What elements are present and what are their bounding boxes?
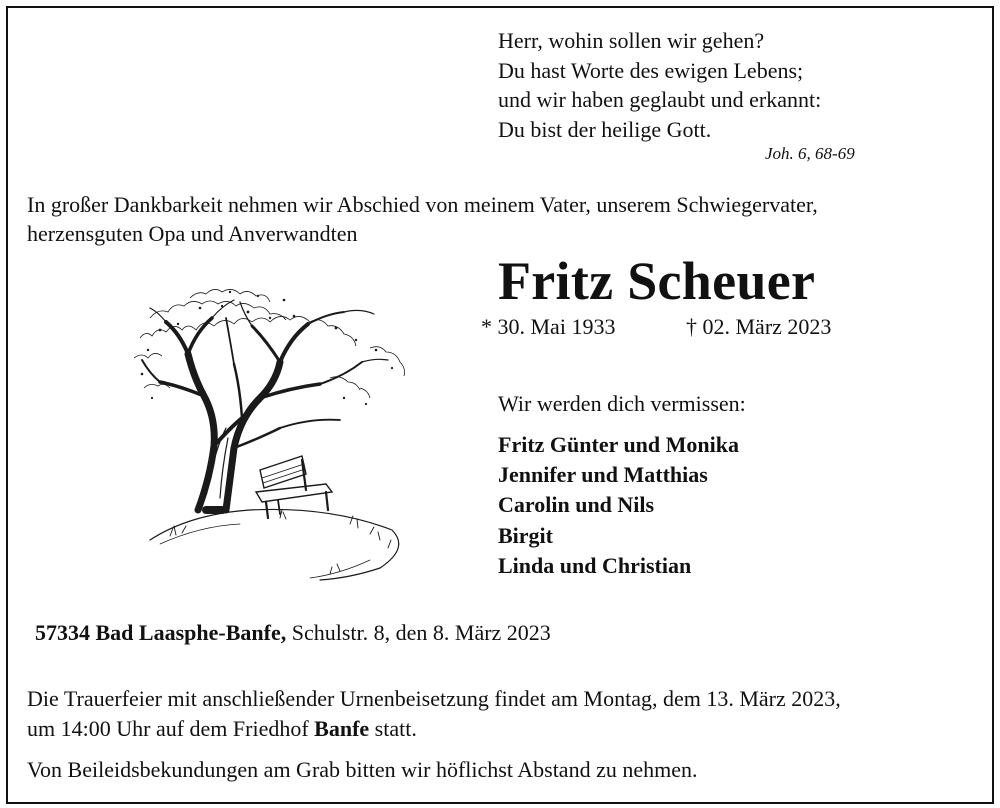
funeral-line-end: statt.	[369, 715, 417, 741]
deceased-name: Fritz Scheuer	[498, 251, 816, 311]
intro-line: In großer Dankbarkeit nehmen wir Abschied von meinem Vater, unserem Schwiegervater,	[27, 192, 818, 217]
funeral-notice	[27, 684, 841, 743]
birth-date: * 30. Mai 1933	[481, 314, 616, 339]
funeral-line-start: um 14:00 Uhr auf dem Friedhof	[27, 715, 315, 741]
verse-line: und wir haben geglaubt und erkannt:	[498, 87, 822, 112]
mourner-list	[498, 430, 739, 581]
mourner-name: Fritz Günter und Monika	[498, 432, 740, 457]
condolence-note: Von Beileidsbekundungen am Grab bitten wir höflichst Abstand zu nehmen.	[27, 757, 698, 782]
address-place: 57334 Bad Laasphe-Banfe,	[35, 620, 287, 645]
cemetery-name: Banfe	[314, 715, 370, 741]
intro-text	[27, 190, 818, 248]
miss-text: Wir werden dich vermissen:	[498, 391, 746, 416]
mourner-name: Jennifer und Matthias	[498, 462, 708, 488]
verse-line: Du bist der heilige Gott.	[498, 116, 712, 142]
verse-line: Herr, wohin sollen wir gehen?	[498, 28, 765, 53]
mourner-name: Birgit	[498, 522, 553, 548]
mourner-name: Linda und Christian	[498, 552, 692, 578]
verse-reference: Joh. 6, 68-69	[765, 144, 855, 163]
address-line	[35, 620, 551, 646]
bible-verse	[498, 26, 821, 144]
verse-line: Du hast Worte des ewigen Lebens;	[498, 57, 804, 83]
intro-line: herzensguten Opa und Anverwandten	[27, 221, 358, 246]
funeral-line: Die Trauerfeier mit anschließender Urnenbeisetzung findet am Montag, dem 13. März 2023,	[27, 686, 841, 711]
funeral-line	[27, 714, 841, 744]
mourner-name: Carolin und Nils	[498, 492, 655, 518]
tree-with-bench-icon	[130, 278, 420, 590]
death-date: † 02. März 2023	[686, 314, 832, 339]
address-rest: Schulstr. 8, den 8. März 2023	[286, 620, 551, 645]
